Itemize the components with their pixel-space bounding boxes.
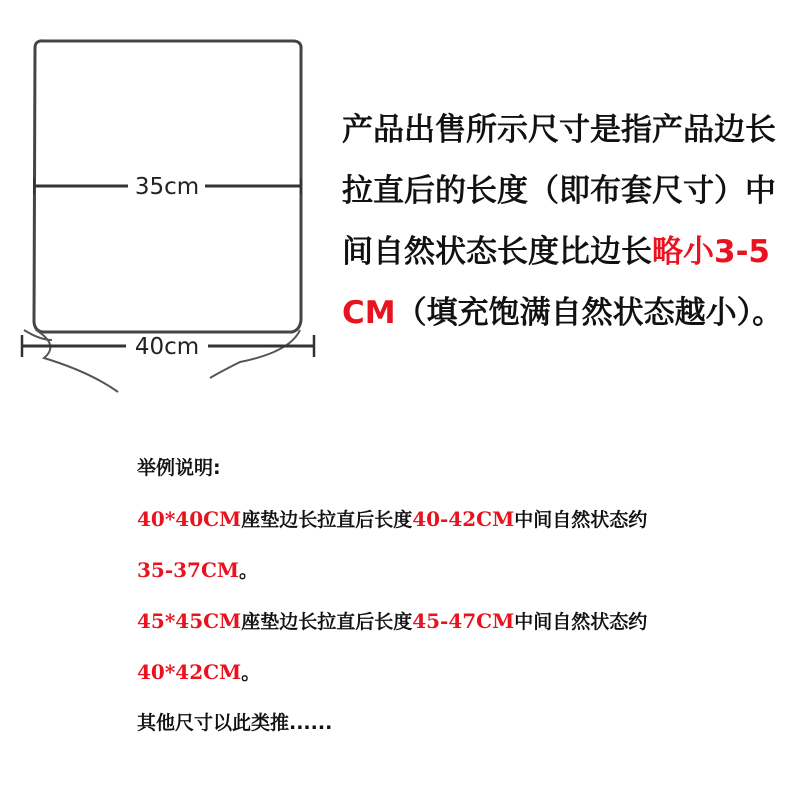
description-highlight-range: 略小3-5 [652,234,771,270]
description-text-1: 产品出售所示尺寸是指产品边长 [342,112,776,148]
examples-heading [137,456,221,480]
example-2-range: 45-47CM [412,609,515,633]
examples-footer [137,711,332,735]
example-2-result: 40*42CM [137,660,242,684]
examples-heading-text: 举例说明: [137,457,221,479]
example-1-end: 。 [239,560,259,582]
example-2-size: 45*45CM [137,609,242,633]
bottom-label: 40cm [134,334,200,360]
examples-footer-text: 其他尺寸以此类推...... [137,712,333,734]
example-2-line-2 [137,660,260,685]
width-label: 35cm [134,174,200,200]
example-2-mid: 座垫边长拉直后长度 [241,611,413,633]
description-line-2 [342,175,792,207]
example-1-tail: 中间自然状态约 [514,509,648,531]
description-line-3 [342,236,792,268]
description-line-1 [342,114,792,146]
description-text-4b: （填充饱满自然状态越小）。 [395,295,784,331]
description-highlight-unit: CM [342,295,396,331]
description-text-2: 拉直后的长度（即布套尺寸）中 [342,173,776,209]
example-1-mid: 座垫边长拉直后长度 [241,509,413,531]
example-1-size: 40*40CM [137,507,242,531]
example-1-result: 35-37CM [137,558,240,582]
description-line-4 [342,297,792,329]
description-text-3a: 间自然状态长度比边长 [342,234,652,270]
example-1-line-2 [137,558,258,583]
example-2-line-1 [137,609,647,634]
example-1-line-1 [137,507,647,532]
example-2-end: 。 [241,662,261,684]
example-2-tail: 中间自然状态约 [514,611,648,633]
example-1-range: 40-42CM [412,507,515,531]
